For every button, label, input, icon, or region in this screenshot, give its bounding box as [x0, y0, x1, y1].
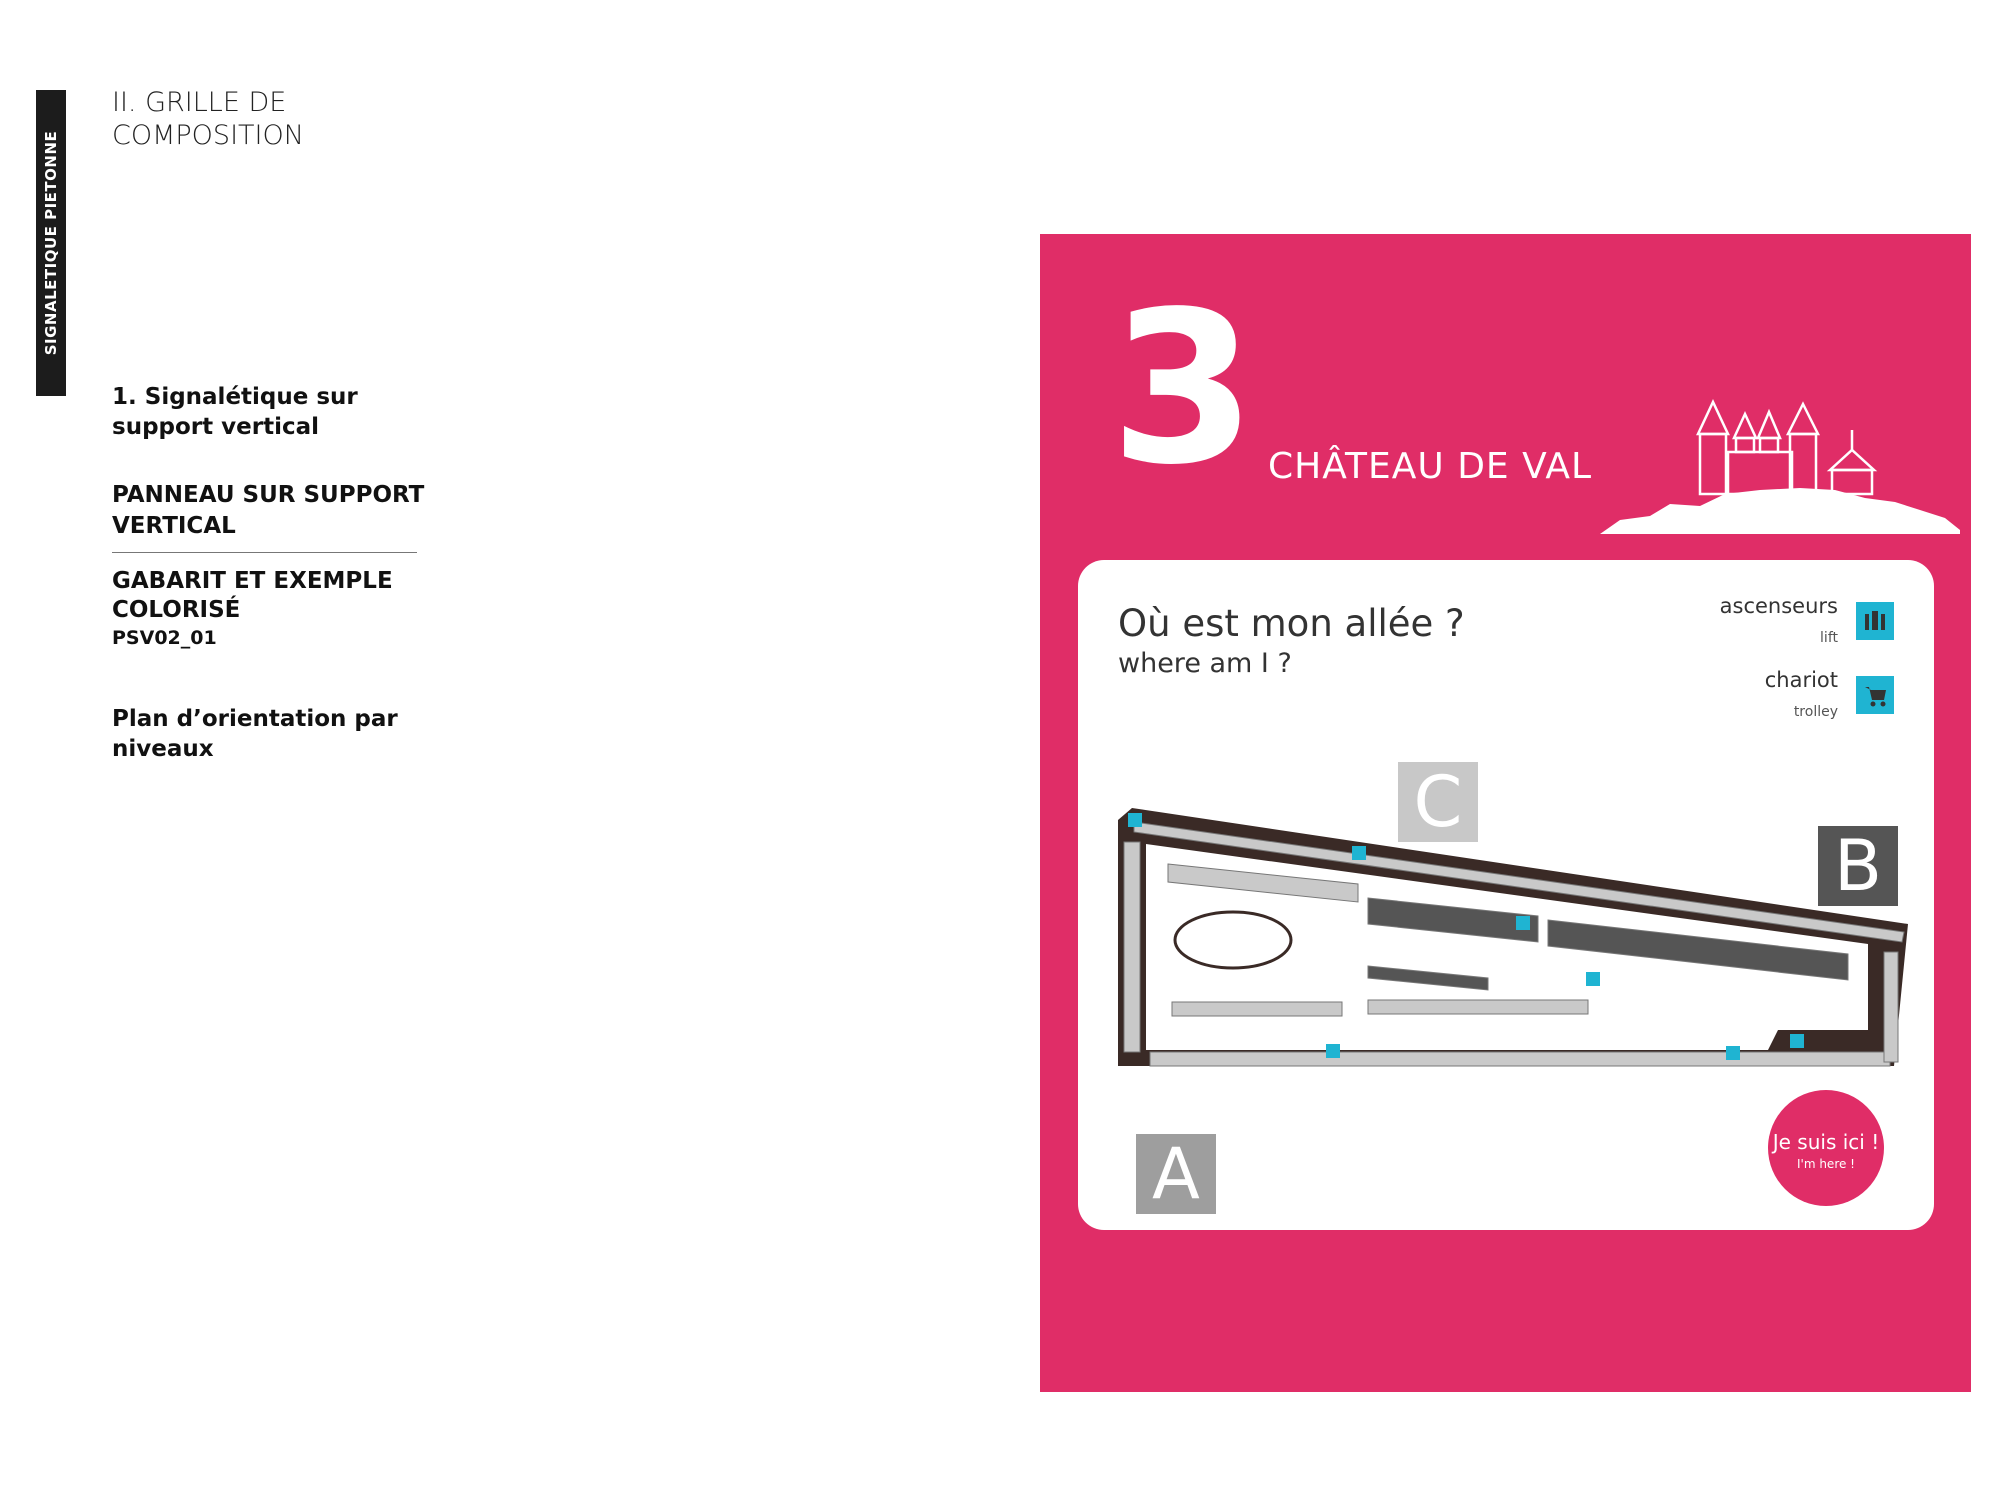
level-name: CHÂTEAU DE VAL — [1268, 446, 1593, 487]
label-line: COLORISÉ — [112, 597, 241, 623]
label-line: Plan d’orientation par — [112, 706, 398, 732]
sidebar-tab-label: SIGNALETIQUE PIETONNE — [42, 130, 60, 356]
you-are-here-label: Je suis ici ! — [1772, 1130, 1880, 1154]
legend-label-lift: ascenseurs — [1719, 594, 1838, 618]
label-line: support vertical — [112, 414, 319, 440]
label-line: VERTICAL — [112, 513, 236, 539]
label-code: PSV02_01 — [112, 627, 217, 649]
label-plan — [112, 704, 412, 764]
question-title: Où est mon allée ? — [1118, 602, 1465, 645]
divider — [112, 552, 417, 553]
label-line: niveaux — [112, 736, 214, 762]
label-signaletique — [112, 382, 372, 442]
level-number: 3 — [1110, 266, 1257, 511]
section-title-line1: II. GRILLE DE — [112, 87, 287, 118]
you-are-here-sublabel: I'm here ! — [1796, 1157, 1855, 1171]
map-card — [1078, 560, 1934, 1230]
sidebar-tab — [36, 90, 66, 396]
zone-a-marker: A — [1136, 1134, 1216, 1214]
legend-label-trolley: chariot — [1764, 668, 1838, 692]
zone-b-marker: B — [1818, 826, 1898, 906]
castle-illustration — [1600, 394, 1960, 534]
zone-c-marker: C — [1398, 762, 1478, 842]
you-are-here-marker — [1768, 1090, 1884, 1206]
legend-sub-trolley: trolley — [1793, 704, 1838, 720]
sign-panel — [1040, 234, 1971, 1392]
question-subtitle: where am I ? — [1118, 648, 1292, 679]
legend-sub-lift: lift — [1820, 630, 1838, 646]
label-panneau — [112, 480, 432, 542]
label-line: PANNEAU SUR SUPPORT — [112, 482, 425, 508]
label-line: GABARIT ET EXEMPLE — [112, 568, 393, 594]
label-gabarit — [112, 567, 412, 625]
section-title-line2: COMPOSITION — [112, 120, 304, 151]
section-title — [112, 86, 372, 152]
label-line: 1. Signalétique sur — [112, 384, 358, 410]
